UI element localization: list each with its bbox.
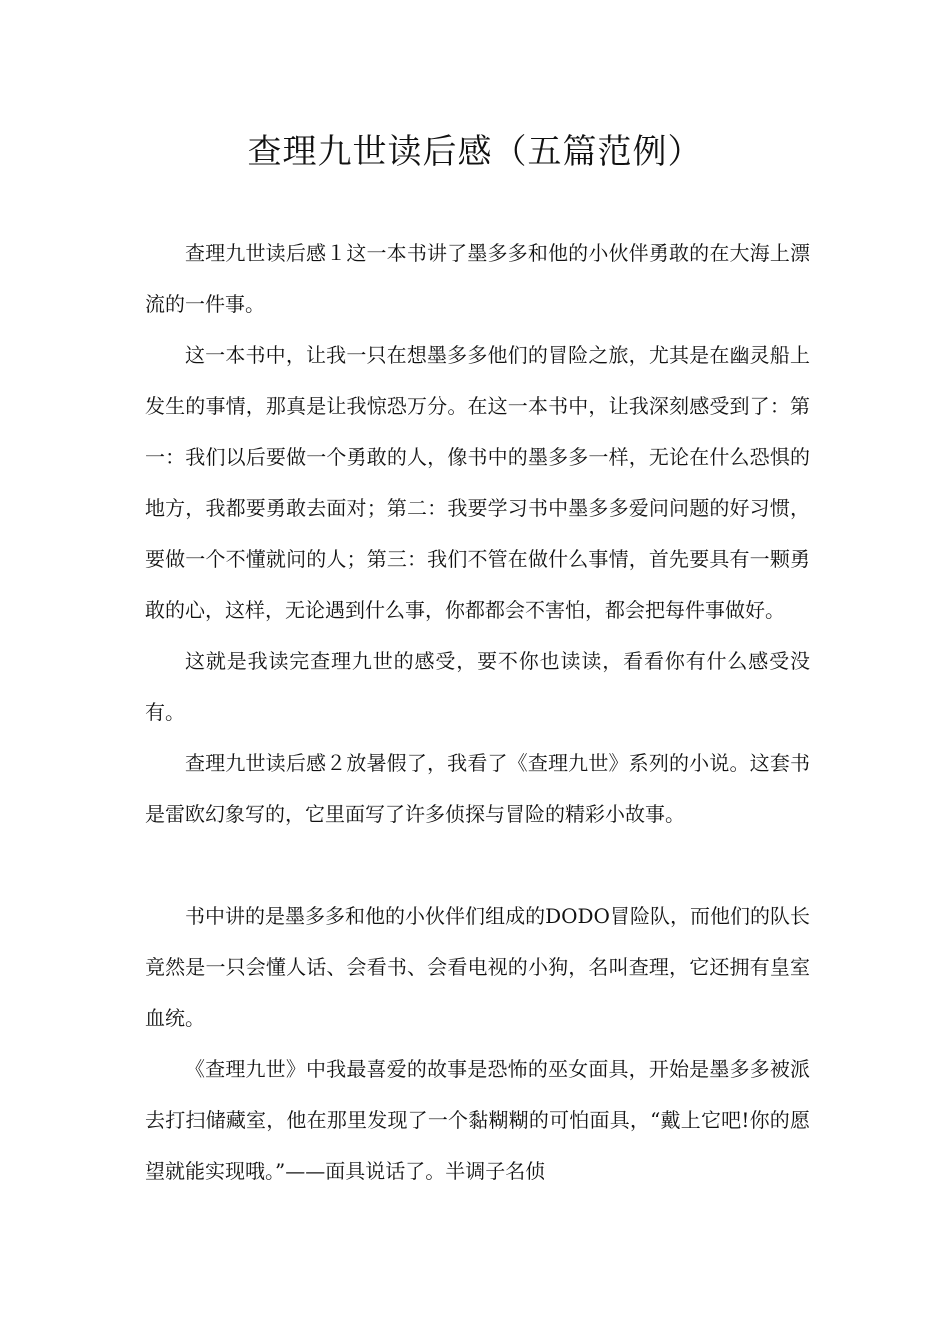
paragraph: 查理九世读后感２放暑假了，我看了《查理九世》系列的小说。这套书是雷欧幻象写的，它里面写了许多侦探与冒险的精彩小故事。: [145, 751, 810, 826]
paragraph: 这就是我读完查理九世的感受，要不你也读读，看看你有什么感受没有。: [145, 649, 810, 724]
document-body: [145, 228, 810, 1197]
paragraph: 书中讲的是墨多多和他的小伙伴们组成的DODO冒险队，而他们的队长竟然是一只会懂人话、会看书、会看电视的小狗，名叫查理，它还拥有皇室血统。: [145, 904, 810, 1030]
paragraph: 查理九世读后感１这一本书讲了墨多多和他的小伙伴勇敢的在大海上漂流的一件事。: [145, 241, 810, 316]
paragraph: 这一本书中，让我一只在想墨多多他们的冒险之旅，尤其是在幽灵船上发生的事情，那真是让我惊恐万分。在这一本书中，让我深刻感受到了：第一：我们以后要做一个勇敢的人，像书中的墨多多一样，无论在什么恐惧的地方，我都要勇敢去面对；第二：我要学习书中墨多多爱问问题的好习惯，要做一个不懂就问的人；第三：我们不管在做什么事情，首先要具有一颗勇敢的心，这样，无论遇到什么事，你都都会不害怕，都会把每件事做好。: [145, 343, 810, 622]
paragraph: 《查理九世》中我最喜爱的故事是恐怖的巫女面具，开始是墨多多被派去打扫储藏室，他在那里发现了一个黏糊糊的可怕面具，“戴上它吧!你的愿望就能实现哦。”——面具说话了。半调子名侦: [145, 1057, 810, 1183]
document-title: 查理九世读后感（五篇范例）: [247, 132, 703, 172]
